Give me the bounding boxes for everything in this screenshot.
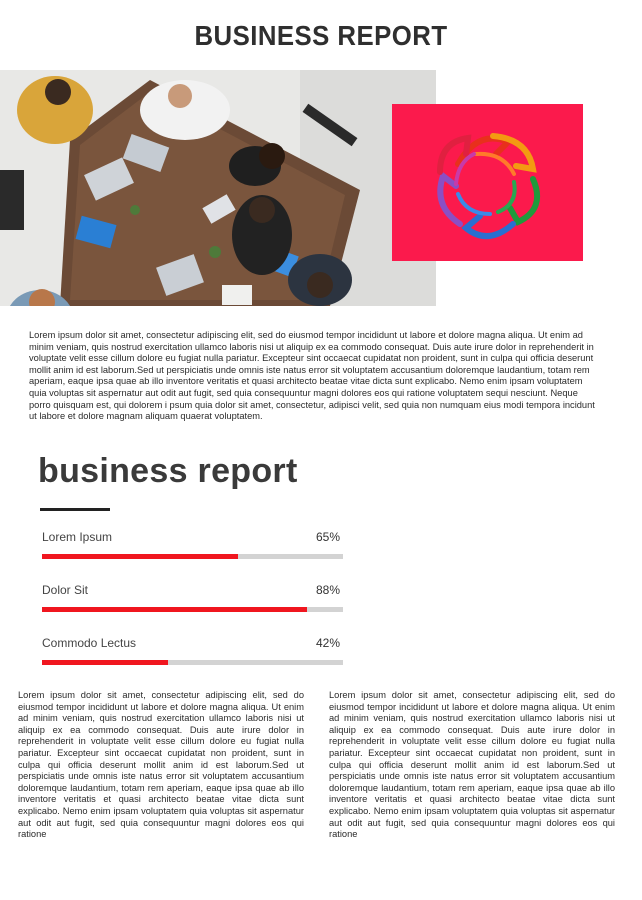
progress-value: 65% xyxy=(315,530,340,544)
logo-box xyxy=(392,104,583,261)
progress-value: 42% xyxy=(315,636,340,650)
progress-value: 88% xyxy=(315,583,340,597)
progress-fill xyxy=(42,554,238,559)
section-title: business report xyxy=(38,452,298,490)
progress-label: Dolor Sit xyxy=(42,583,89,597)
page-title: BUSINESS REPORT xyxy=(194,20,448,51)
progress-fill xyxy=(42,660,168,665)
progress-track xyxy=(42,607,343,612)
progress-label: Commodo Lectus xyxy=(42,636,137,650)
intro-paragraph: Lorem ipsum dolor sit amet, consectetur adipiscing elit, sed do eiusmod tempor incididunt ut labore et dolore magna aliqua. Ut enim ad minim veniam, quis nostrud exercitation ullamco laboris nisi ut aliquip ex ea commodo consequat. Duis aute irure dolor in reprehenderit in voluptate velit esse cillum dolore eu fugiat nulla pariatur. Excepteur sint occaecat cupidatat non proident, sunt in culpa qui officia deserunt mollit anim id est laborum.Sed ut perspiciatis unde omnis iste natus error sit voluptatem accusantium doloremque laudantium, totam rem aperiam, eaque ipsa quae ab illo inventore veritatis et quasi architecto beatae vitae dicta sunt explicabo. Nemo enim ipsam voluptatem quia voluptas sit aspernatur aut odit aut fugit, sed quia consequuntur magni dolores eos qui ratione voluptatem sequi nesciunt. Neque porro quisquam est, qui dolorem i psum quia dolor sit amet, consectetur, adipisci velit, sed quia non numquam eius modi tempora incidunt ut labore et dolore magnam aliquam quaerat voluptatem. xyxy=(29,330,595,422)
progress-track xyxy=(42,660,343,665)
right-column-text: Lorem ipsum dolor sit amet, consectetur adipiscing elit, sed do eiusmod tempor incididunt ut labore et dolore magna aliqua. Ut enim ad minim veniam, quis nostrud exercitation ullamco laboris nisi ut aliquip ex ea commodo consequat. Duis aute irure dolor in reprehenderit in voluptate velit esse cillum dolore eu fugiat nulla pariatur. Excepteur sint occaecat cupidatat non proident, sunt in culpa qui officia deserunt mollit anim id est laborum.Sed ut perspiciatis unde omnis iste natus error sit voluptatem accusantium doloremque laudantium, totam rem aperiam, eaque ipsa quae ab illo inventore veritatis et quasi architecto beatae vitae dicta sunt explicabo. Nemo enim ipsam voluptatem quia voluptas sit aspernatur aut odit aut fugit, sed quia consequuntur magni dolores eos qui ratione xyxy=(329,690,615,840)
pinwheel-logo-icon xyxy=(392,104,583,261)
left-column-text: Lorem ipsum dolor sit amet, consectetur adipiscing elit, sed do eiusmod tempor incididunt ut labore et dolore magna aliqua. Ut enim ad minim veniam, quis nostrud exercitation ullamco laboris nisi ut aliquip ex ea commodo consequat. Duis aute irure dolor in reprehenderit in voluptate velit esse cillum dolore eu fugiat nulla pariatur. Excepteur sint occaecat cupidatat non proident, sunt in culpa qui officia deserunt mollit anim id est laborum.Sed ut perspiciatis unde omnis iste natus error sit voluptatem accusantium doloremque laudantium, totam rem aperiam, eaque ipsa quae ab illo inventore veritatis et quasi architecto beatae vitae dicta sunt explicabo. Nemo enim ipsam voluptatem quia voluptas sit aspernatur aut odit aut fugit, sed quia consequuntur magni dolores eos qui ratione xyxy=(18,690,304,840)
progress-track xyxy=(42,554,343,559)
progress-fill xyxy=(42,607,307,612)
progress-label: Lorem Ipsum xyxy=(42,530,113,544)
team-meeting-photo xyxy=(0,70,436,306)
section-title-underline xyxy=(40,508,110,511)
